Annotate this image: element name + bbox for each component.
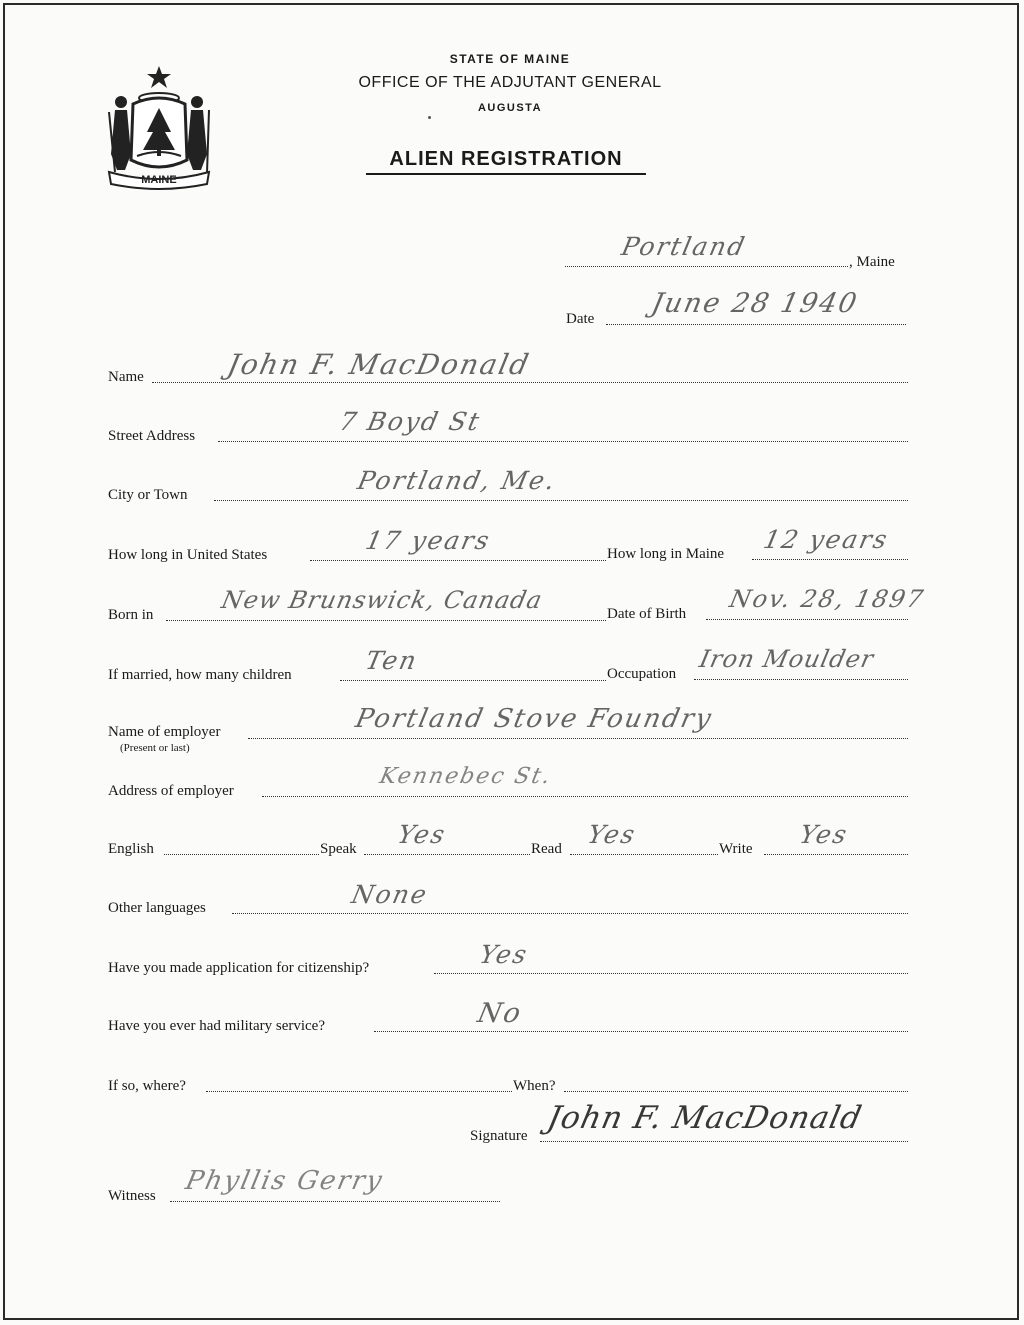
signature-label: Signature [470, 1128, 528, 1144]
employer-address-line [262, 796, 908, 797]
employer-value: Portland Stove Foundry [352, 704, 716, 734]
english-line [164, 854, 319, 855]
date-value: June 28 1940 [648, 288, 862, 319]
employer-sublabel: (Present or last) [120, 742, 190, 754]
military-line [374, 1031, 908, 1032]
speak-label: Speak [320, 841, 357, 857]
employer-label: Name of employer [108, 724, 221, 740]
write-value: Yes [796, 820, 852, 849]
witness-line [170, 1201, 500, 1202]
signature-line [540, 1141, 908, 1142]
other-languages-label: Other languages [108, 900, 206, 916]
other-languages-value: None [348, 880, 431, 909]
read-label: Read [531, 841, 562, 857]
citizenship-line [434, 973, 908, 974]
street-line [218, 441, 908, 442]
date-line [606, 324, 906, 325]
english-label: English [108, 841, 154, 857]
occupation-value: Iron Moulder [697, 645, 877, 673]
date-of-birth-label: Date of Birth [607, 606, 687, 622]
office-heading: OFFICE OF THE ADJUTANT GENERAL [358, 74, 662, 91]
name-line [152, 382, 908, 383]
how-long-us-line [310, 560, 606, 561]
when-line [564, 1091, 908, 1092]
name-value: John F. MacDonald [224, 348, 534, 381]
military-label: Have you ever had military service? [108, 1018, 325, 1034]
read-line [570, 854, 718, 855]
place-value: Portland [618, 232, 749, 261]
citizenship-label: Have you made application for citizenship? [108, 960, 370, 976]
when-label: When? [513, 1078, 556, 1094]
speak-line [364, 854, 530, 855]
military-value: No [474, 998, 526, 1029]
stray-mark [428, 116, 431, 119]
maine-label: , Maine [849, 254, 895, 270]
how-long-maine-value: 12 years [760, 525, 892, 554]
maine-state-seal-icon [103, 62, 215, 190]
city-value: Portland, Me. [354, 466, 560, 495]
city-label: City or Town [108, 487, 188, 503]
state-heading: STATE OF MAINE [449, 52, 571, 66]
write-label: Write [719, 841, 753, 857]
how-long-maine-line [752, 559, 908, 560]
where-line [206, 1091, 512, 1092]
signature-value: John F. MacDonald [544, 1100, 866, 1136]
born-in-label: Born in [108, 607, 154, 623]
citizenship-value: Yes [476, 940, 532, 969]
children-label: If married, how many children [108, 667, 292, 683]
how-long-us-label: How long in United States [108, 547, 268, 563]
born-in-line [166, 620, 606, 621]
occupation-line [694, 679, 908, 680]
how-long-us-value: 17 years [362, 526, 494, 555]
street-value: 7 Boyd St [336, 407, 484, 436]
employer-line [248, 738, 908, 739]
seal-banner-text: MAINE [141, 174, 177, 186]
name-label: Name [108, 369, 144, 385]
witness-value: Phyllis Gerry [182, 1166, 387, 1196]
employer-address-value: Kennebec St. [377, 764, 555, 789]
date-of-birth-line [706, 619, 908, 620]
born-in-value: New Brunswick, Canada [219, 586, 546, 614]
where-label: If so, where? [108, 1078, 186, 1094]
children-value: Ten [362, 646, 421, 675]
city-heading: AUGUSTA [477, 102, 543, 114]
children-line [340, 680, 606, 681]
speak-value: Yes [394, 820, 450, 849]
write-line [764, 854, 908, 855]
date-of-birth-value: Nov. 28, 1897 [727, 585, 928, 613]
form-title: ALIEN REGISTRATION [366, 148, 646, 175]
date-label: Date [566, 311, 595, 327]
city-line [214, 500, 908, 501]
street-label: Street Address [108, 428, 196, 444]
witness-label: Witness [108, 1188, 156, 1204]
employer-address-label: Address of employer [108, 783, 234, 799]
place-line [565, 266, 848, 267]
other-languages-line [232, 913, 908, 914]
how-long-maine-label: How long in Maine [607, 546, 725, 562]
read-value: Yes [584, 820, 640, 849]
occupation-label: Occupation [607, 666, 677, 682]
